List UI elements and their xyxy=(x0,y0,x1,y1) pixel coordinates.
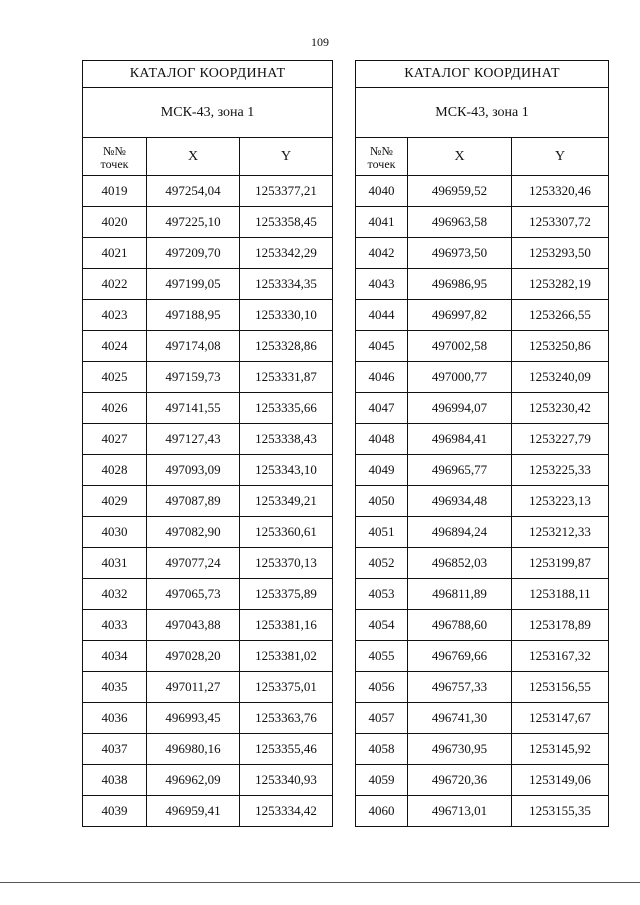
table-row xyxy=(83,238,333,269)
x-coordinate-cell: 497082,90 xyxy=(147,517,240,548)
table-row xyxy=(356,207,609,238)
y-coordinate-cell: 1253343,10 xyxy=(240,455,333,486)
x-coordinate-cell: 497254,04 xyxy=(147,176,240,207)
point-number-cell: 4031 xyxy=(83,548,147,579)
table-row xyxy=(83,796,333,827)
x-coordinate-cell: 496720,36 xyxy=(408,765,512,796)
point-number-cell: 4034 xyxy=(83,641,147,672)
point-number-header: №№ точек xyxy=(83,138,147,176)
y-coordinate-cell: 1253250,86 xyxy=(512,331,609,362)
x-coordinate-cell: 496965,77 xyxy=(408,455,512,486)
x-coordinate-cell: 497127,43 xyxy=(147,424,240,455)
y-header: Y xyxy=(240,138,333,176)
y-coordinate-cell: 1253349,21 xyxy=(240,486,333,517)
point-number-cell: 4022 xyxy=(83,269,147,300)
table-row xyxy=(83,548,333,579)
table-row xyxy=(83,331,333,362)
x-coordinate-cell: 497188,95 xyxy=(147,300,240,331)
x-coordinate-cell: 497159,73 xyxy=(147,362,240,393)
y-coordinate-cell: 1253188,11 xyxy=(512,579,609,610)
table-row xyxy=(356,548,609,579)
x-coordinate-cell: 496980,16 xyxy=(147,734,240,765)
y-coordinate-cell: 1253240,09 xyxy=(512,362,609,393)
y-coordinate-cell: 1253145,92 xyxy=(512,734,609,765)
catalog-zone: МСК-43, зона 1 xyxy=(356,88,609,138)
y-coordinate-cell: 1253360,61 xyxy=(240,517,333,548)
y-coordinate-cell: 1253147,67 xyxy=(512,703,609,734)
y-coordinate-cell: 1253223,13 xyxy=(512,486,609,517)
table-row xyxy=(83,300,333,331)
page-bottom-rule xyxy=(0,882,640,883)
table-row xyxy=(83,393,333,424)
y-coordinate-cell: 1253381,16 xyxy=(240,610,333,641)
table-row xyxy=(356,269,609,300)
point-number-cell: 4045 xyxy=(356,331,408,362)
point-number-cell: 4047 xyxy=(356,393,408,424)
y-coordinate-cell: 1253227,79 xyxy=(512,424,609,455)
table-row xyxy=(83,641,333,672)
x-coordinate-cell: 497199,05 xyxy=(147,269,240,300)
y-coordinate-cell: 1253307,72 xyxy=(512,207,609,238)
table-row xyxy=(356,579,609,610)
table-row xyxy=(356,176,609,207)
table-row xyxy=(356,517,609,548)
x-coordinate-cell: 497225,10 xyxy=(147,207,240,238)
y-coordinate-cell: 1253199,87 xyxy=(512,548,609,579)
y-coordinate-cell: 1253293,50 xyxy=(512,238,609,269)
x-coordinate-cell: 496713,01 xyxy=(408,796,512,827)
y-coordinate-cell: 1253377,21 xyxy=(240,176,333,207)
point-number-cell: 4056 xyxy=(356,672,408,703)
table-row xyxy=(356,300,609,331)
point-number-cell: 4038 xyxy=(83,765,147,796)
table-row xyxy=(83,734,333,765)
point-number-cell: 4050 xyxy=(356,486,408,517)
point-number-cell: 4049 xyxy=(356,455,408,486)
y-coordinate-cell: 1253266,55 xyxy=(512,300,609,331)
table-row xyxy=(83,207,333,238)
x-coordinate-cell: 496811,89 xyxy=(408,579,512,610)
y-coordinate-cell: 1253338,43 xyxy=(240,424,333,455)
table-row xyxy=(83,424,333,455)
x-coordinate-cell: 497209,70 xyxy=(147,238,240,269)
x-coordinate-cell: 497002,58 xyxy=(408,331,512,362)
point-number-cell: 4041 xyxy=(356,207,408,238)
point-number-cell: 4019 xyxy=(83,176,147,207)
point-number-cell: 4039 xyxy=(83,796,147,827)
table-row xyxy=(356,238,609,269)
x-coordinate-cell: 496997,82 xyxy=(408,300,512,331)
x-coordinate-cell: 497011,27 xyxy=(147,672,240,703)
y-coordinate-cell: 1253375,01 xyxy=(240,672,333,703)
y-coordinate-cell: 1253370,13 xyxy=(240,548,333,579)
y-coordinate-cell: 1253178,89 xyxy=(512,610,609,641)
x-coordinate-cell: 496962,09 xyxy=(147,765,240,796)
page-number: 109 xyxy=(311,35,329,49)
x-coordinate-cell: 496993,45 xyxy=(147,703,240,734)
x-coordinate-cell: 496984,41 xyxy=(408,424,512,455)
coordinate-catalog-table-right xyxy=(355,60,609,827)
table-row xyxy=(356,331,609,362)
y-coordinate-cell: 1253330,10 xyxy=(240,300,333,331)
point-number-cell: 4053 xyxy=(356,579,408,610)
point-number-cell: 4024 xyxy=(83,331,147,362)
x-header: X xyxy=(147,138,240,176)
point-number-cell: 4029 xyxy=(83,486,147,517)
point-number-cell: 4052 xyxy=(356,548,408,579)
x-coordinate-cell: 496769,66 xyxy=(408,641,512,672)
table-row xyxy=(83,176,333,207)
point-number-cell: 4030 xyxy=(83,517,147,548)
x-coordinate-cell: 497028,20 xyxy=(147,641,240,672)
table-row xyxy=(356,455,609,486)
catalog-title: КАТАЛОГ КООРДИНАТ xyxy=(83,61,333,88)
point-number-cell: 4058 xyxy=(356,734,408,765)
point-number-cell: 4020 xyxy=(83,207,147,238)
table-row xyxy=(356,641,609,672)
point-number-cell: 4044 xyxy=(356,300,408,331)
point-number-cell: 4033 xyxy=(83,610,147,641)
table-row xyxy=(356,734,609,765)
table-row xyxy=(356,362,609,393)
y-coordinate-cell: 1253320,46 xyxy=(512,176,609,207)
catalog-rows xyxy=(83,176,333,827)
point-number-cell: 4021 xyxy=(83,238,147,269)
y-coordinate-cell: 1253363,76 xyxy=(240,703,333,734)
x-coordinate-cell: 497093,09 xyxy=(147,455,240,486)
point-number-cell: 4040 xyxy=(356,176,408,207)
y-coordinate-cell: 1253282,19 xyxy=(512,269,609,300)
point-number-header: №№ точек xyxy=(356,138,408,176)
y-coordinate-cell: 1253328,86 xyxy=(240,331,333,362)
x-coordinate-cell: 496730,95 xyxy=(408,734,512,765)
point-number-cell: 4051 xyxy=(356,517,408,548)
point-number-cell: 4054 xyxy=(356,610,408,641)
y-coordinate-cell: 1253381,02 xyxy=(240,641,333,672)
y-coordinate-cell: 1253340,93 xyxy=(240,765,333,796)
table-row xyxy=(356,796,609,827)
point-number-cell: 4025 xyxy=(83,362,147,393)
x-coordinate-cell: 496986,95 xyxy=(408,269,512,300)
x-coordinate-cell: 496788,60 xyxy=(408,610,512,641)
table-row xyxy=(356,486,609,517)
table-row xyxy=(356,765,609,796)
x-coordinate-cell: 497000,77 xyxy=(408,362,512,393)
x-coordinate-cell: 496852,03 xyxy=(408,548,512,579)
x-header: X xyxy=(408,138,512,176)
point-number-cell: 4026 xyxy=(83,393,147,424)
x-coordinate-cell: 497141,55 xyxy=(147,393,240,424)
table-row xyxy=(356,703,609,734)
y-coordinate-cell: 1253342,29 xyxy=(240,238,333,269)
table-row xyxy=(83,610,333,641)
catalog-zone: МСК-43, зона 1 xyxy=(83,88,333,138)
x-coordinate-cell: 496973,50 xyxy=(408,238,512,269)
table-row xyxy=(83,579,333,610)
point-number-cell: 4048 xyxy=(356,424,408,455)
x-coordinate-cell: 496994,07 xyxy=(408,393,512,424)
table-row xyxy=(356,672,609,703)
y-coordinate-cell: 1253167,32 xyxy=(512,641,609,672)
table-row xyxy=(83,269,333,300)
y-coordinate-cell: 1253375,89 xyxy=(240,579,333,610)
x-coordinate-cell: 496963,58 xyxy=(408,207,512,238)
table-row xyxy=(83,672,333,703)
x-coordinate-cell: 496959,52 xyxy=(408,176,512,207)
table-row xyxy=(83,486,333,517)
point-number-cell: 4037 xyxy=(83,734,147,765)
point-number-cell: 4046 xyxy=(356,362,408,393)
x-coordinate-cell: 496757,33 xyxy=(408,672,512,703)
x-coordinate-cell: 496959,41 xyxy=(147,796,240,827)
y-coordinate-cell: 1253335,66 xyxy=(240,393,333,424)
table-row xyxy=(83,517,333,548)
table-row xyxy=(356,424,609,455)
catalog-title: КАТАЛОГ КООРДИНАТ xyxy=(356,61,609,88)
table-row xyxy=(356,393,609,424)
x-coordinate-cell: 496894,24 xyxy=(408,517,512,548)
point-number-cell: 4059 xyxy=(356,765,408,796)
table-row xyxy=(83,455,333,486)
catalog-rows xyxy=(356,176,609,827)
x-coordinate-cell: 496934,48 xyxy=(408,486,512,517)
table-row xyxy=(356,610,609,641)
point-number-cell: 4035 xyxy=(83,672,147,703)
y-coordinate-cell: 1253355,46 xyxy=(240,734,333,765)
y-coordinate-cell: 1253334,35 xyxy=(240,269,333,300)
point-number-cell: 4055 xyxy=(356,641,408,672)
y-coordinate-cell: 1253156,55 xyxy=(512,672,609,703)
x-coordinate-cell: 497065,73 xyxy=(147,579,240,610)
x-coordinate-cell: 497174,08 xyxy=(147,331,240,362)
point-number-cell: 4023 xyxy=(83,300,147,331)
point-number-cell: 4028 xyxy=(83,455,147,486)
table-row xyxy=(83,362,333,393)
y-coordinate-cell: 1253225,33 xyxy=(512,455,609,486)
y-coordinate-cell: 1253149,06 xyxy=(512,765,609,796)
table-row xyxy=(83,765,333,796)
x-coordinate-cell: 497043,88 xyxy=(147,610,240,641)
point-number-cell: 4057 xyxy=(356,703,408,734)
table-row xyxy=(83,703,333,734)
x-coordinate-cell: 497087,89 xyxy=(147,486,240,517)
x-coordinate-cell: 496741,30 xyxy=(408,703,512,734)
y-coordinate-cell: 1253358,45 xyxy=(240,207,333,238)
y-coordinate-cell: 1253230,42 xyxy=(512,393,609,424)
point-number-cell: 4032 xyxy=(83,579,147,610)
y-coordinate-cell: 1253334,42 xyxy=(240,796,333,827)
coordinate-catalog-table-left xyxy=(82,60,333,827)
point-number-cell: 4036 xyxy=(83,703,147,734)
y-header: Y xyxy=(512,138,609,176)
point-number-cell: 4027 xyxy=(83,424,147,455)
x-coordinate-cell: 497077,24 xyxy=(147,548,240,579)
y-coordinate-cell: 1253212,33 xyxy=(512,517,609,548)
point-number-cell: 4043 xyxy=(356,269,408,300)
point-number-cell: 4060 xyxy=(356,796,408,827)
point-number-cell: 4042 xyxy=(356,238,408,269)
y-coordinate-cell: 1253331,87 xyxy=(240,362,333,393)
y-coordinate-cell: 1253155,35 xyxy=(512,796,609,827)
